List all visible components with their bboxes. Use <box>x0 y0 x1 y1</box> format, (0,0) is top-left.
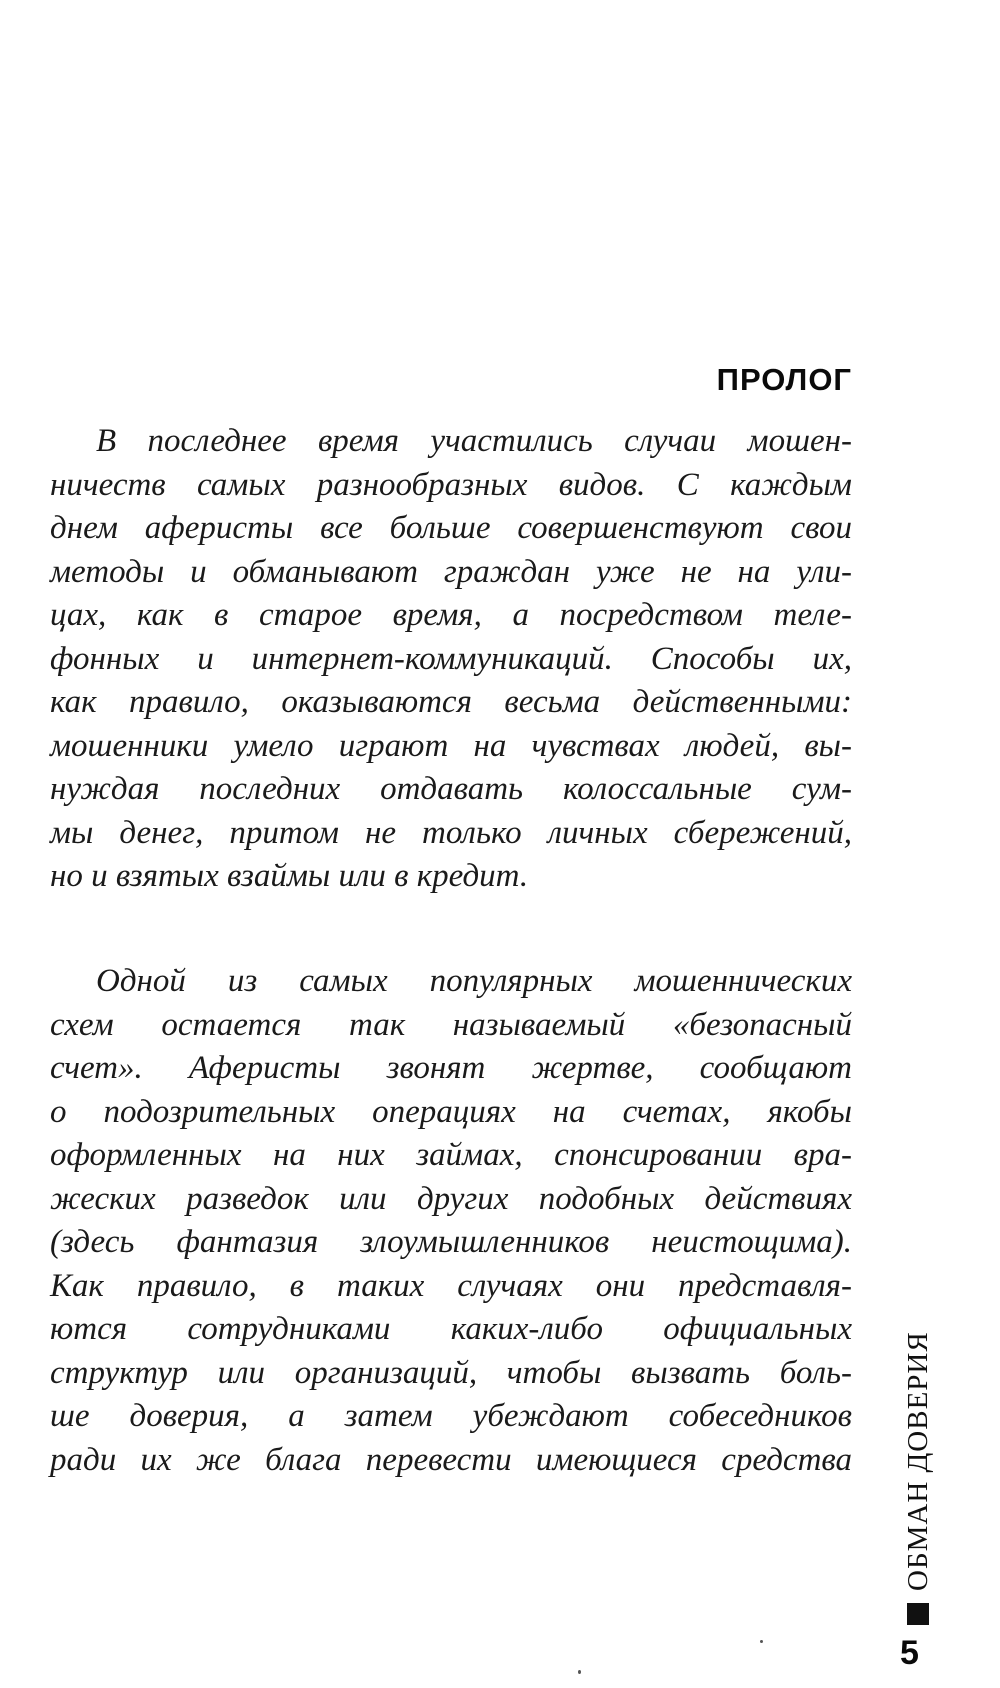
text-line: но и взятых взаймы или в кредит. <box>50 858 529 894</box>
text-line: днем аферисты все больше совершенствуют свои <box>50 510 852 546</box>
running-head-title: ОБМАН ДОВЕРИЯ <box>902 1331 934 1591</box>
text-line: нуждая последних отдавать колоссальные сум- <box>50 771 852 807</box>
text-line: оформленных на них займах, спонсировании вра- <box>50 1137 852 1173</box>
text-line: счет». Аферисты звонят жертве, сообщают <box>50 1050 852 1086</box>
square-bullet-icon <box>907 1603 929 1625</box>
chapter-heading: ПРОЛОГ <box>716 362 852 397</box>
text-line: фонных и интернет-коммуникаций. Способы их, <box>50 640 852 677</box>
text-line: ются сотрудниками каких-либо официальных <box>50 1311 852 1347</box>
text-line: методы и обманывают граждан уже не на ули- <box>50 553 852 590</box>
text-line: как правило, оказываются весьма действенными: <box>50 684 852 720</box>
text-line: ше доверия, а затем убеждают собеседников <box>50 1398 852 1434</box>
text-line: цах, как в старое время, а посредством теле- <box>50 597 852 633</box>
text-line: о подозрительных операциях на счетах, якобы <box>50 1093 852 1130</box>
scan-speck <box>578 1670 581 1674</box>
text-line: Как правило, в таких случаях они представля- <box>50 1267 852 1304</box>
text-line: Одной из самых популярных мошеннических <box>96 963 852 999</box>
paragraph-1 <box>50 420 852 899</box>
text-line: ради их же блага перевести имеющиеся средства <box>50 1441 852 1478</box>
text-line: ничеств самых разнообразных видов. С каждым <box>50 466 852 503</box>
text-line: жеских разведок или других подобных действиях <box>50 1180 852 1217</box>
text-line: мошенники умело играют на чувствах людей, вы- <box>50 727 852 764</box>
text-line: В последнее время участились случаи мошен- <box>96 423 852 459</box>
text-line: схем остается так называемый «безопасный <box>50 1006 852 1043</box>
page-number: 5 <box>900 1634 919 1672</box>
text-line: мы денег, притом не только личных сбережений, <box>50 814 852 851</box>
text-line: структур или организаций, чтобы вызвать боль- <box>50 1354 852 1391</box>
paragraph-2 <box>50 960 852 1482</box>
running-head <box>898 1205 938 1625</box>
text-line: (здесь фантазия злоумышленников неистощима). <box>50 1224 852 1260</box>
scan-speck <box>760 1640 763 1643</box>
